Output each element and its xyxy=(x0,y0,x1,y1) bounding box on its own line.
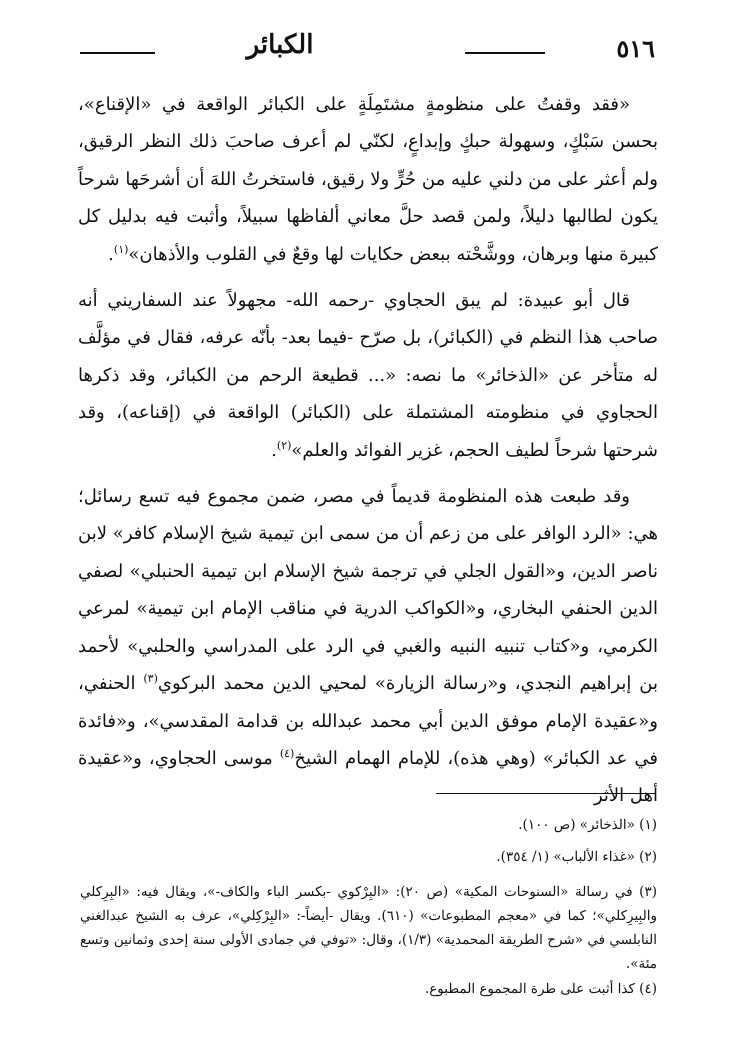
paragraph-quote xyxy=(78,86,658,273)
header-rule-right xyxy=(465,52,545,54)
footnote-2: (٢) «غذاء الألباب» (١/ ٣٥٤). xyxy=(496,849,657,865)
paragraph-printing-text-b: الحنفي، و«عقيدة الإمام موفق الدين أبي محمد عبدالله بن قدامة المقدسي»، و«فائدة في عد الكبائر» (وهي هذه)، للإمام الهمام الشيخ xyxy=(78,673,659,769)
footnote-4: (٤) كذا أثبت على طرة المجموع المطبوع. xyxy=(424,981,657,997)
footnote-ref-2[interactable]: (٢) xyxy=(276,438,292,452)
paragraph-abu-ubaida-text: قال أبو عبيدة: لم يبق الحجاوي -رحمه الله- مجهولاً عند السفاريني أنه صاحب هذا النظم في (الكبائر)، بل صرّح -فيما بعد- بأنّه عرفه، فقال في مؤلَّف له متأخر عن «الذخائر» ما نصه: «... قطيعة الرحم من الكبائر، وقد ذكرها الحجاوي في منظومته المشتملة على (الكبائر) الواقعة في (إقناعه)، وقد شرحتها شرحاً لطيف الحجم، غزير الفوائد والعلم» xyxy=(78,290,658,461)
footnote-ref-1[interactable]: (١) xyxy=(113,242,129,256)
paragraph-quote-text: «فقد وقفتُ على منظومةٍ مشتَمِلَةٍ على الكبائر الواقعة في «الإقناع»، بحسن سَبْكٍ، وسهولة حبكٍ وإبداعٍ، لكنّي لم أعرف صاحبَ ذلك النظر الرقيق، ولم أعثر على من دلني عليه من حُرٍّ ولا رقيق، فاستخرتُ اللهَ أن أشرحَها شرحاً يكون لطالبها دليلاً، ولمن قصد حلَّ معاني ألفاظها سبيلاً، وأثبت فيه بدليل كل كبيرة منها وبرهان، ووشَّحْته ببعض حكايات لها وقعٌ في القلوب والأذهان» xyxy=(78,94,658,265)
paragraph-printing-text-a: وقد طبعت هذه المنظومة قديماً في مصر، ضمن مجموع فيه تسع رسائل؛ هي: «الرد الوافر على من زعم أن من سمى ابن تيمية شيخ الإسلام كافر» لابن ناصر الدين، و«القول الجلي في ترجمة شيخ الإسلام ابن تيمية الحنبلي» لصفي الدين الحنفي البخاري، و«الكواكب الدرية في مناقب الإمام ابن تيمية» لمرعي الكرمي، و«كتاب تنبيه النبيه والغبي في الرد على المدراسي والحلبي» لأحمد بن إبراهيم النجدي، و«رسالة الزيارة» لمحيي الدين محمد البركوي xyxy=(78,486,659,695)
footnote-1: (١) «الذخائر» (ص ١٠٠). xyxy=(518,817,657,833)
footnote-separator xyxy=(436,793,656,794)
paragraph-abu-ubaida-end: . xyxy=(271,439,277,461)
paragraph-printing xyxy=(78,478,658,815)
footnote-ref-3[interactable]: (٣) xyxy=(143,672,158,686)
main-text xyxy=(78,86,658,815)
page-number: ٥١٦ xyxy=(616,34,655,63)
footnotes xyxy=(80,812,657,1002)
page-header xyxy=(80,30,655,66)
footnote-ref-4[interactable]: (٤) xyxy=(279,746,295,760)
paragraph-quote-end: . xyxy=(108,243,114,265)
paragraph-abu-ubaida xyxy=(78,282,658,469)
footnote-3: (٣) في رسالة «السنوحات المكية» (ص ٢٠): «البِرْكوي -بكسر الباء والكاف-»، ويقال فيه: «البِرِكلي والبِيرِكلي»؛ كما في «معجم المطبوعات» (٦١٠). ويقال -أيضاً-: «البِرْكِلي»، عرف به الشيخ عبدالغني النابلسي في «شرح الطريقة المحمدية» (١/٣)، وقال: «توفي في جمادى الأولى سنة إحدى وثمانين وتسع مئة». xyxy=(80,884,657,972)
running-title: الكبائر xyxy=(246,30,314,60)
paragraph-printing-text-c: موسى الحجاوي، و«عقيدة أهل الأثر xyxy=(78,747,658,807)
header-rule-left xyxy=(80,52,155,54)
